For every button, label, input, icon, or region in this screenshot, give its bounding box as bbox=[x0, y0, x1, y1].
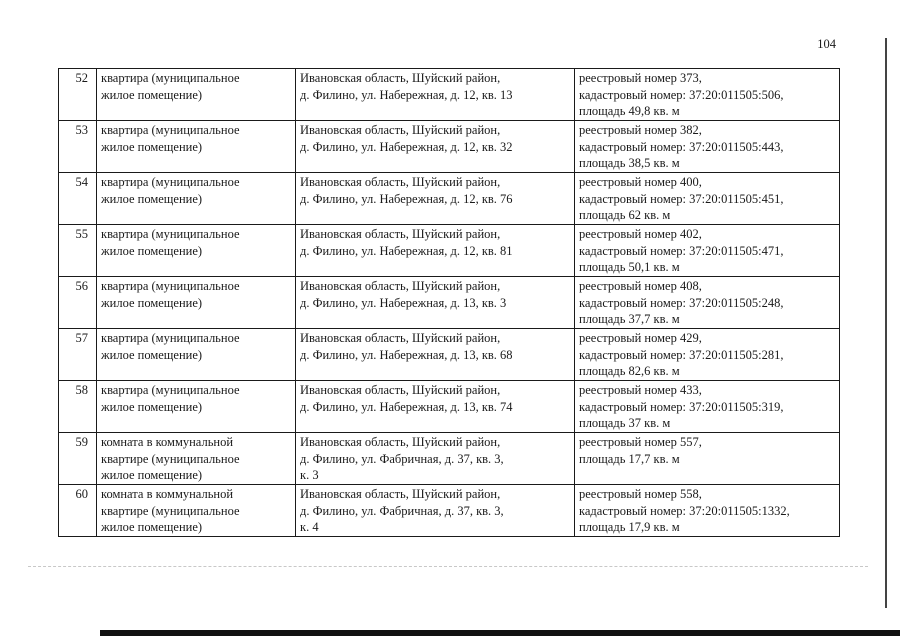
address-line: Ивановская область, Шуйский район, bbox=[300, 123, 501, 137]
registry-details-line: площадь 37 кв. м bbox=[579, 416, 671, 430]
object-type-line: комната в коммунальной bbox=[101, 435, 234, 449]
registry-details-line: реестровый номер 558, bbox=[579, 487, 702, 501]
address-line: д. Филино, ул. Набережная, д. 13, кв. 3 bbox=[300, 295, 507, 310]
registry-details-cell bbox=[575, 381, 840, 433]
registry-details-line: реестровый номер 408, bbox=[579, 279, 702, 293]
table-row bbox=[59, 485, 840, 537]
registry-details-line: кадастровый номер: 37:20:011505:248, bbox=[579, 295, 784, 310]
scan-artifact-line bbox=[28, 566, 868, 567]
registry-details-line: площадь 50,1 кв. м bbox=[579, 260, 680, 274]
registry-details-line: площадь 17,7 кв. м bbox=[579, 451, 680, 466]
object-type-cell bbox=[97, 225, 296, 277]
address-line: к. 4 bbox=[300, 520, 319, 534]
object-type-line: жилое помещение) bbox=[101, 520, 203, 534]
registry-details-line: реестровый номер 400, bbox=[579, 175, 702, 189]
object-type-line: квартире (муниципальное bbox=[101, 503, 240, 518]
object-type-line: жилое помещение) bbox=[101, 243, 203, 258]
address-cell bbox=[296, 433, 575, 485]
registry-details-line: реестровый номер 557, bbox=[579, 435, 702, 449]
object-type-line: квартира (муниципальное bbox=[101, 279, 240, 293]
registry-details-line: площадь 38,5 кв. м bbox=[579, 156, 680, 170]
object-type-cell bbox=[97, 329, 296, 381]
registry-details-line: реестровый номер 382, bbox=[579, 123, 702, 137]
table-row bbox=[59, 277, 840, 329]
registry-details-line: кадастровый номер: 37:20:011505:471, bbox=[579, 243, 784, 258]
address-line: д. Филино, ул. Набережная, д. 13, кв. 74 bbox=[300, 399, 513, 414]
address-line: д. Филино, ул. Набережная, д. 12, кв. 13 bbox=[300, 87, 513, 102]
table-row bbox=[59, 69, 840, 121]
registry-details-cell bbox=[575, 173, 840, 225]
table-row bbox=[59, 433, 840, 485]
object-type-line: жилое помещение) bbox=[101, 347, 203, 362]
registry-details-line: реестровый номер 433, bbox=[579, 383, 702, 397]
table-row bbox=[59, 329, 840, 381]
object-type-line: комната в коммунальной bbox=[101, 487, 234, 501]
address-cell bbox=[296, 173, 575, 225]
address-line: Ивановская область, Шуйский район, bbox=[300, 175, 501, 189]
object-type-line: квартира (муниципальное bbox=[101, 331, 240, 345]
registry-details-line: кадастровый номер: 37:20:011505:506, bbox=[579, 87, 784, 102]
object-type-line: квартира (муниципальное bbox=[101, 71, 240, 85]
object-type-line: жилое помещение) bbox=[101, 468, 203, 482]
object-type-line: квартира (муниципальное bbox=[101, 123, 240, 137]
registry-details-line: площадь 49,8 кв. м bbox=[579, 104, 680, 118]
property-table bbox=[58, 68, 840, 537]
address-line: к. 3 bbox=[300, 468, 319, 482]
registry-details-cell bbox=[575, 485, 840, 537]
table-row bbox=[59, 381, 840, 433]
address-line: Ивановская область, Шуйский район, bbox=[300, 71, 501, 85]
address-line: Ивановская область, Шуйский район, bbox=[300, 435, 501, 449]
address-line: д. Филино, ул. Набережная, д. 13, кв. 68 bbox=[300, 347, 513, 362]
object-type-cell bbox=[97, 69, 296, 121]
address-line: д. Филино, ул. Набережная, д. 12, кв. 32 bbox=[300, 139, 513, 154]
registry-details-cell bbox=[575, 433, 840, 485]
address-cell bbox=[296, 381, 575, 433]
address-cell bbox=[296, 121, 575, 173]
object-type-line: жилое помещение) bbox=[101, 295, 203, 310]
address-cell bbox=[296, 225, 575, 277]
registry-details-line: площадь 37,7 кв. м bbox=[579, 312, 680, 326]
address-line: д. Филино, ул. Набережная, д. 12, кв. 76 bbox=[300, 191, 513, 206]
registry-details-line: площадь 17,9 кв. м bbox=[579, 520, 680, 534]
object-type-line: квартире (муниципальное bbox=[101, 451, 240, 466]
object-type-cell bbox=[97, 433, 296, 485]
row-number: 56 bbox=[59, 277, 97, 329]
object-type-line: жилое помещение) bbox=[101, 87, 203, 102]
registry-details-line: площадь 62 кв. м bbox=[579, 208, 671, 222]
registry-details-cell bbox=[575, 329, 840, 381]
row-number: 52 bbox=[59, 69, 97, 121]
row-number: 54 bbox=[59, 173, 97, 225]
registry-details-cell bbox=[575, 121, 840, 173]
table-row bbox=[59, 225, 840, 277]
address-line: д. Филино, ул. Набережная, д. 12, кв. 81 bbox=[300, 243, 513, 258]
scan-edge-bar bbox=[100, 630, 900, 636]
address-line: Ивановская область, Шуйский район, bbox=[300, 331, 501, 345]
registry-details-line: реестровый номер 373, bbox=[579, 71, 702, 85]
object-type-cell bbox=[97, 277, 296, 329]
address-cell bbox=[296, 329, 575, 381]
registry-details-line: реестровый номер 402, bbox=[579, 227, 702, 241]
registry-details-line: реестровый номер 429, bbox=[579, 331, 702, 345]
registry-details-cell bbox=[575, 225, 840, 277]
object-type-cell bbox=[97, 485, 296, 537]
object-type-line: жилое помещение) bbox=[101, 399, 203, 414]
row-number: 55 bbox=[59, 225, 97, 277]
registry-details-line: площадь 82,6 кв. м bbox=[579, 364, 680, 378]
address-cell bbox=[296, 69, 575, 121]
object-type-cell bbox=[97, 121, 296, 173]
object-type-line: квартира (муниципальное bbox=[101, 227, 240, 241]
object-type-cell bbox=[97, 173, 296, 225]
property-table-body bbox=[59, 69, 840, 537]
registry-details-cell bbox=[575, 277, 840, 329]
address-cell bbox=[296, 277, 575, 329]
page-border-line bbox=[885, 38, 887, 608]
row-number: 57 bbox=[59, 329, 97, 381]
address-line: Ивановская область, Шуйский район, bbox=[300, 227, 501, 241]
object-type-line: жилое помещение) bbox=[101, 139, 203, 154]
registry-details-line: кадастровый номер: 37:20:011505:451, bbox=[579, 191, 784, 206]
address-line: Ивановская область, Шуйский район, bbox=[300, 487, 501, 501]
object-type-cell bbox=[97, 381, 296, 433]
object-type-line: квартира (муниципальное bbox=[101, 383, 240, 397]
address-line: Ивановская область, Шуйский район, bbox=[300, 279, 501, 293]
object-type-line: квартира (муниципальное bbox=[101, 175, 240, 189]
object-type-line: жилое помещение) bbox=[101, 191, 203, 206]
row-number: 60 bbox=[59, 485, 97, 537]
registry-details-cell bbox=[575, 69, 840, 121]
row-number: 53 bbox=[59, 121, 97, 173]
address-cell bbox=[296, 485, 575, 537]
page-number: 104 bbox=[817, 37, 836, 51]
registry-details-line: кадастровый номер: 37:20:011505:1332, bbox=[579, 503, 790, 518]
address-line: д. Филино, ул. Фабричная, д. 37, кв. 3, bbox=[300, 451, 504, 466]
table-row bbox=[59, 121, 840, 173]
address-line: Ивановская область, Шуйский район, bbox=[300, 383, 501, 397]
registry-details-line: кадастровый номер: 37:20:011505:319, bbox=[579, 399, 784, 414]
row-number: 58 bbox=[59, 381, 97, 433]
registry-details-line: кадастровый номер: 37:20:011505:443, bbox=[579, 139, 784, 154]
registry-details-line: кадастровый номер: 37:20:011505:281, bbox=[579, 347, 784, 362]
address-line: д. Филино, ул. Фабричная, д. 37, кв. 3, bbox=[300, 503, 504, 518]
table-row bbox=[59, 173, 840, 225]
row-number: 59 bbox=[59, 433, 97, 485]
